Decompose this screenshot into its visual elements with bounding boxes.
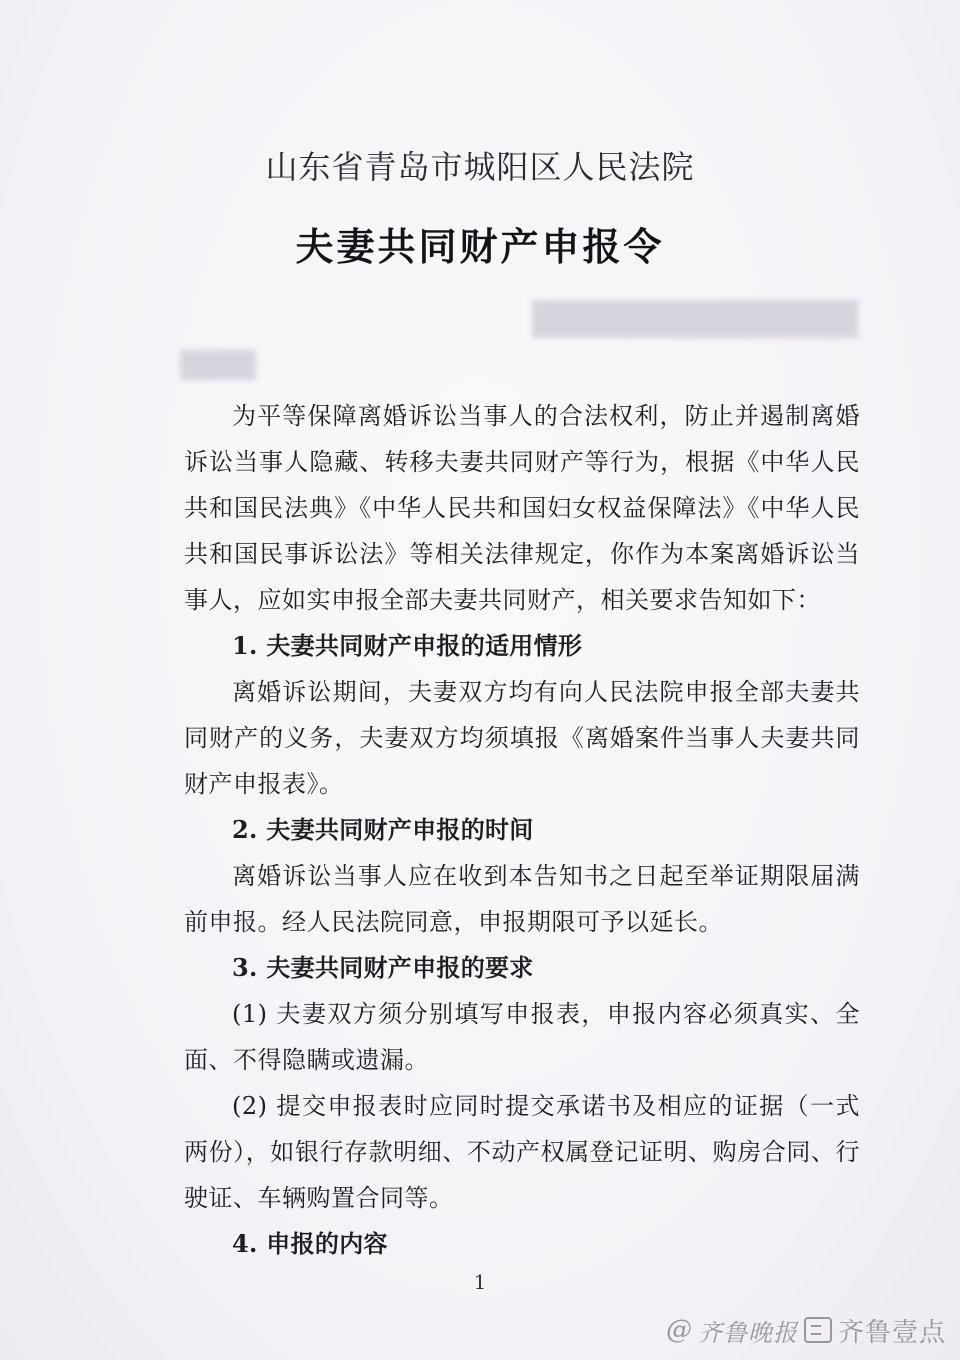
document-body — [184, 393, 860, 1267]
app-name: 齐鲁壹点 — [837, 1317, 946, 1348]
redacted-addressee — [180, 350, 256, 380]
section-paragraph: 离婚诉讼当事人应在收到本告知书之日起至举证期限届满前申报。经人民法院同意，申报期限可予以延长。 — [184, 862, 860, 936]
redacted-case-number — [532, 300, 858, 338]
court-name: 山东省青岛市城阳区人民法院 — [265, 148, 695, 186]
intro-paragraph: 为平等保障离婚诉讼当事人的合法权利，防止并遏制离婚诉讼当事人隐藏、转移夫妻共同财产等行为，根据《中华人民共和国民法典》《中华人民共和国妇女权益保障法》《中华人民共和国民事诉讼法》等相关法律规定，你作为本案离婚诉讼当事人，应如实申报全部夫妻共同财产，相关要求告知如下： — [184, 402, 860, 614]
section-heading-1: 1. 夫妻共同财产申报的适用情形 — [232, 631, 583, 660]
at-logo-icon: @ — [665, 1315, 692, 1345]
section-heading-3: 3. 夫妻共同财产申报的要求 — [232, 953, 534, 982]
app-logo-icon — [804, 1317, 832, 1343]
newspaper-logo: 齐鲁晚报 — [697, 1318, 798, 1347]
requirement-item-1: (1) 夫妻双方须分别填写申报表，申报内容必须真实、全面、不得隐瞒或遗漏。 — [184, 1000, 860, 1074]
document-title: 夫妻共同财产申报令 — [295, 224, 665, 269]
section-paragraph: 离婚诉讼期间，夫妻双方均有向人民法院申报全部夫妻共同财产的义务，夫妻双方均须填报《离婚案件当事人夫妻共同财产申报表》。 — [184, 678, 860, 798]
section-heading-4: 4. 申报的内容 — [232, 1229, 388, 1258]
requirement-item-2: (2) 提交申报表时应同时提交承诺书及相应的证据（一式两份），如银行存款明细、不动产权属登记证明、购房合同、行驶证、车辆购置合同等。 — [184, 1092, 860, 1212]
watermark — [666, 1310, 946, 1350]
page-number: 1 — [473, 1270, 487, 1294]
section-heading-2: 2. 夫妻共同财产申报的时间 — [232, 815, 534, 844]
